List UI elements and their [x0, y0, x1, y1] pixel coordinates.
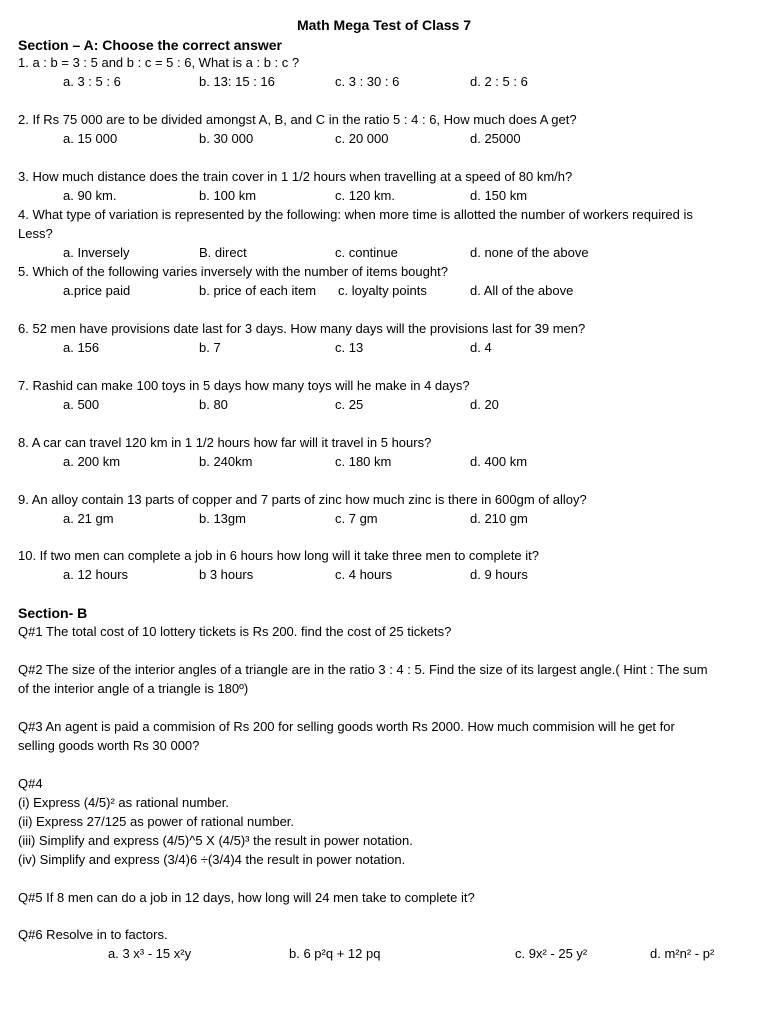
section-b-q3-continued: selling goods worth Rs 30 000? [18, 738, 200, 753]
question-7: 7. Rashid can make 100 toys in 5 days how many toys will he make in 4 days? [18, 378, 470, 393]
option-d: d. 4 [470, 340, 492, 355]
option-b: b. 80 [199, 397, 228, 412]
option-a: a. 3 x³ - 15 x²y [108, 946, 192, 961]
question-9-options [0, 511, 768, 527]
section-b-q4-part-iv: (iv) Simplify and express (3/4)6 ÷(3/4)4 the result in power notation. [18, 852, 406, 867]
section-b-q4-label: Q#4 [18, 776, 43, 791]
option-a: a. 15 000 [63, 131, 118, 146]
question-5: 5. Which of the following varies inversely with the number of items bought? [18, 264, 448, 279]
option-d: d. 9 hours [470, 567, 528, 582]
question-8: 8. A car can travel 120 km in 1 1/2 hours how far will it travel in 5 hours? [18, 435, 432, 450]
option-d: d. 25000 [470, 131, 521, 146]
question-10-options [0, 567, 768, 583]
section-b-q2-continued: of the interior angle of a triangle is 180º) [18, 681, 249, 696]
option-d: d. 20 [470, 397, 499, 412]
option-a: a. 156 [63, 340, 100, 355]
section-b-q5: Q#5 If 8 men can do a job in 12 days, how long will 24 men take to complete it? [18, 890, 475, 905]
option-d: d. 150 km [470, 188, 528, 203]
section-a-heading: Section – A: Choose the correct answer [18, 37, 282, 53]
option-b: b. 13: 15 : 16 [199, 74, 275, 89]
question-7-options [0, 397, 768, 413]
option-c: c. continue [335, 245, 398, 260]
question-2-options [0, 131, 768, 147]
option-c: c. 180 km [335, 454, 392, 469]
option-b: b. 100 km [199, 188, 257, 203]
option-b: b. 6 p²q + 12 pq [289, 946, 381, 961]
question-5-options [0, 283, 768, 299]
question-10: 10. If two men can complete a job in 6 hours how long will it take three men to complete it? [18, 548, 539, 563]
option-a: a. 3 : 5 : 6 [63, 74, 121, 89]
section-b-q2: Q#2 The size of the interior angles of a triangle are in the ratio 3 : 4 : 5. Find the size of its largest angle.( Hint : The sum [18, 662, 708, 677]
option-d: d. none of the above [470, 245, 589, 260]
section-b-q3: Q#3 An agent is paid a commision of Rs 200 for selling goods worth Rs 2000. How much commision will he get for [18, 719, 675, 734]
option-d: d. All of the above [470, 283, 574, 298]
question-8-options [0, 454, 768, 470]
option-a: a. 90 km. [63, 188, 117, 203]
option-a: a.price paid [63, 283, 131, 298]
question-3-options [0, 188, 768, 204]
option-d: d. 400 km [470, 454, 528, 469]
option-a: a. 21 gm [63, 511, 114, 526]
section-b-q6: Q#6 Resolve in to factors. [18, 927, 168, 942]
option-a: a. Inversely [63, 245, 130, 260]
question-3: 3. How much distance does the train cover in 1 1/2 hours when travelling at a speed of 80 km/h? [18, 169, 573, 184]
question-6-options [0, 340, 768, 356]
section-b-q1: Q#1 The total cost of 10 lottery tickets is Rs 200. find the cost of 25 tickets? [18, 624, 452, 639]
option-c: c. 9x² - 25 y² [515, 946, 588, 961]
question-4-continued: Less? [18, 226, 53, 241]
option-c: c. 3 : 30 : 6 [335, 74, 400, 89]
section-b-q6-options [0, 946, 768, 962]
question-6: 6. 52 men have provisions date last for 3 days. How many days will the provisions last for 39 men? [18, 321, 586, 336]
question-4: 4. What type of variation is represented by the following: when more time is allotted the number of workers required is [18, 207, 693, 222]
option-c: c. 25 [335, 397, 364, 412]
option-d: d. 2 : 5 : 6 [470, 74, 528, 89]
test-title: Math Mega Test of Class 7 [296, 17, 471, 33]
option-b: b 3 hours [199, 567, 254, 582]
option-b: b. 240km [199, 454, 253, 469]
option-a: a. 500 [63, 397, 100, 412]
section-b-q4-part-ii: (ii) Express 27/125 as power of rational number. [18, 814, 295, 829]
option-b: b. 13gm [199, 511, 246, 526]
question-1: 1. a : b = 3 : 5 and b : c = 5 : 6, What is a : b : c ? [18, 55, 300, 70]
option-c: c. 20 000 [335, 131, 389, 146]
question-9: 9. An alloy contain 13 parts of copper and 7 parts of zinc how much zinc is there in 600gm of alloy? [18, 492, 587, 507]
option-b: b. price of each item [199, 283, 317, 298]
option-b: b. 30 000 [199, 131, 254, 146]
option-a: a. 12 hours [63, 567, 129, 582]
option-d: d. m²n² - p² [650, 946, 715, 961]
question-2: 2. If Rs 75 000 are to be divided amongst A, B, and C in the ratio 5 : 4 : 6, How much does A get? [18, 112, 577, 127]
option-d: d. 210 gm [470, 511, 528, 526]
option-c: c. 7 gm [335, 511, 378, 526]
section-b-heading: Section- B [18, 605, 88, 621]
question-4-options [0, 245, 768, 261]
option-c: c. 120 km. [335, 188, 395, 203]
option-c: c. loyalty points [338, 283, 427, 298]
option-b: b. 7 [199, 340, 221, 355]
option-a: a. 200 km [63, 454, 121, 469]
section-b-q4-part-i: (i) Express (4/5)² as rational number. [18, 795, 229, 810]
section-b-q4-part-iii: (iii) Simplify and express (4/5)^5 X (4/5)³ the result in power notation. [18, 833, 413, 848]
option-c: c. 13 [335, 340, 364, 355]
option-c: c. 4 hours [335, 567, 393, 582]
question-1-options [0, 74, 768, 90]
option-b: B. direct [199, 245, 247, 260]
